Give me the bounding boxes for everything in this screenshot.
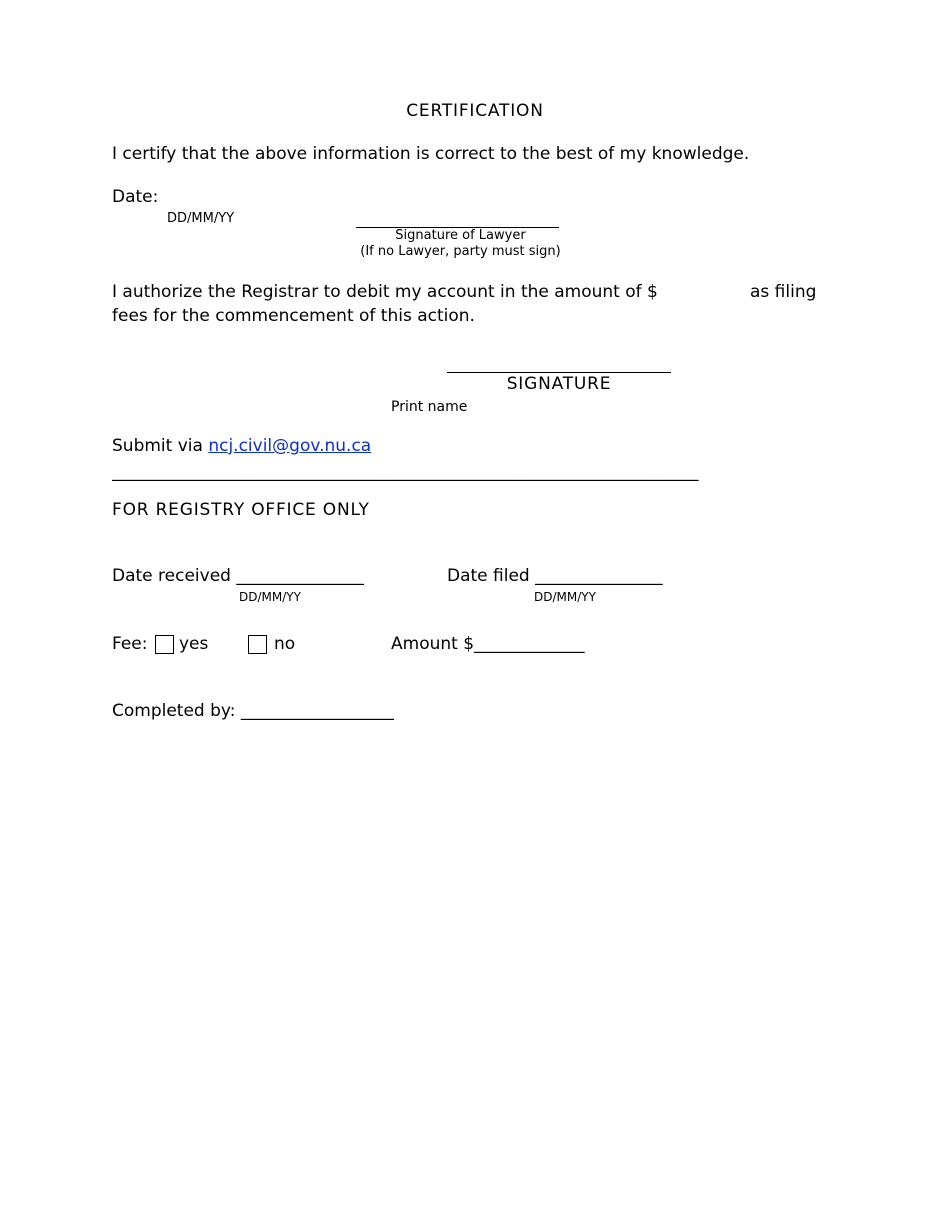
date-received-format: DD/MM/YY	[239, 590, 301, 604]
submit-email-link[interactable]: ncj.civil@gov.nu.ca	[208, 436, 372, 456]
authorization-text-line2: fees for the commencement of this action.	[112, 306, 475, 326]
authorization-signature-label: SIGNATURE	[506, 374, 612, 394]
authorization-text-part1: I authorize the Registrar to debit my account in the amount of $	[112, 282, 658, 302]
submit-line	[112, 436, 371, 456]
fee-yes-label: yes	[179, 634, 209, 654]
submit-prefix: Submit via	[112, 436, 203, 456]
date-label: Date:	[112, 187, 159, 207]
fee-no-label: no	[274, 634, 296, 654]
date-received-label: Date received _______________	[112, 566, 364, 586]
date-filed-label: Date filed _______________	[447, 566, 663, 586]
registry-heading: FOR REGISTRY OFFICE ONLY	[112, 500, 370, 520]
fee-label: Fee:	[112, 634, 148, 654]
print-name-label: Print name	[391, 399, 468, 415]
lawyer-signature-note: (If no Lawyer, party must sign)	[360, 244, 561, 259]
fee-no-checkbox[interactable]	[248, 635, 267, 654]
amount-label: Amount $_____________	[391, 634, 585, 654]
certification-statement: I certify that the above information is correct to the best of my knowledge.	[112, 144, 750, 164]
fee-yes-checkbox[interactable]	[155, 635, 174, 654]
certification-title: CERTIFICATION	[406, 101, 544, 121]
authorization-signature-line[interactable]	[447, 372, 671, 373]
lawyer-signature-label: Signature of Lawyer	[395, 228, 526, 243]
separator-line: _____________________________________________________________________	[112, 462, 699, 482]
completed-by-label: Completed by: __________________	[112, 701, 394, 721]
authorization-text-part2: as filing	[750, 282, 817, 302]
date-filed-format: DD/MM/YY	[534, 590, 596, 604]
date-format-hint: DD/MM/YY	[167, 211, 235, 226]
